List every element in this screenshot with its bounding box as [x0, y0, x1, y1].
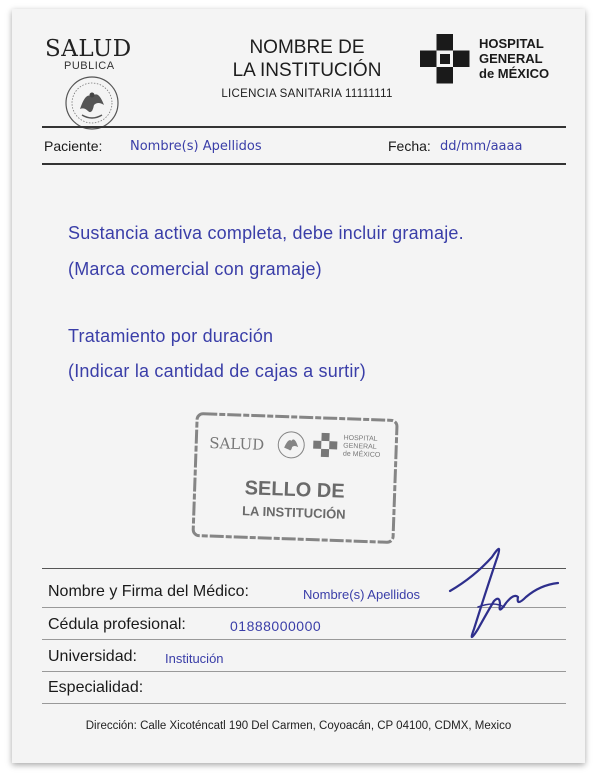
cedula-label: Cédula profesional:	[48, 616, 186, 633]
patient-divider	[42, 163, 566, 165]
hospital-logo-text	[479, 36, 549, 81]
prescription-line-3: Tratamiento por duración	[68, 326, 274, 346]
stamp-hospital-line2: GENERAL	[343, 442, 377, 451]
licencia-sanitaria: LICENCIA SANITARIA 11111111	[221, 88, 393, 100]
stamp-hospital-line1: HOSPITAL	[343, 434, 378, 443]
doctor-divider-4	[42, 703, 566, 704]
stamp-hospital-line3: de MÉXICO	[342, 450, 381, 459]
hospital-line3: de MÉXICO	[479, 66, 550, 81]
institution-name-line2: LA INSTITUCIÓN	[232, 60, 382, 81]
doctor-divider-3	[42, 671, 566, 672]
patient-label: Paciente:	[44, 138, 103, 154]
prescription-line-2: (Marca comercial con gramaje)	[68, 259, 322, 279]
especialidad-label: Especialidad:	[48, 679, 144, 696]
universidad-label: Universidad:	[48, 648, 137, 665]
doctor-signature	[444, 537, 564, 652]
header-divider	[42, 126, 566, 128]
patient-name-field[interactable]: Nombre(s) Apellidos	[130, 139, 262, 154]
doctor-name-field[interactable]: Nombre(s) Apellidos	[303, 587, 421, 602]
stamp-seal-icon	[278, 431, 305, 458]
hospital-line1: HOSPITAL	[479, 36, 544, 51]
date-field[interactable]: dd/mm/aaaa	[440, 139, 523, 154]
stamp-salud-text: SALUD	[208, 433, 265, 454]
date-label: Fecha:	[388, 138, 431, 154]
prescription-sheet	[12, 9, 585, 763]
hospital-line2: GENERAL	[479, 51, 543, 66]
stamp-title-line2: LA INSTITUCIÓN	[241, 503, 346, 522]
doctor-name-label: Nombre y Firma del Médico:	[48, 583, 249, 600]
address-footer: Dirección: Calle Xicoténcatl 190 Del Carmen, Coyoacán, CP 04100, CDMX, Mexico	[85, 720, 512, 732]
institution-name	[192, 36, 422, 82]
prescription-line-1: Sustancia activa completa, debe incluir gramaje.	[68, 223, 464, 243]
cedula-field[interactable]: 01888000000	[230, 618, 322, 634]
prescription-line-4: (Indicar la cantidad de cajas a surtir)	[68, 361, 366, 381]
stamp-cross-icon	[313, 433, 338, 458]
institution-stamp	[190, 410, 401, 550]
institution-name-line1: NOMBRE DE	[249, 37, 365, 58]
publica-text: PUBLICA	[64, 60, 115, 72]
stamp-title-line1: SELLO DE	[244, 477, 346, 503]
universidad-field[interactable]: Institución	[165, 651, 224, 666]
salud-logo-text: SALUD	[45, 36, 132, 62]
hospital-cross-icon	[420, 34, 470, 89]
